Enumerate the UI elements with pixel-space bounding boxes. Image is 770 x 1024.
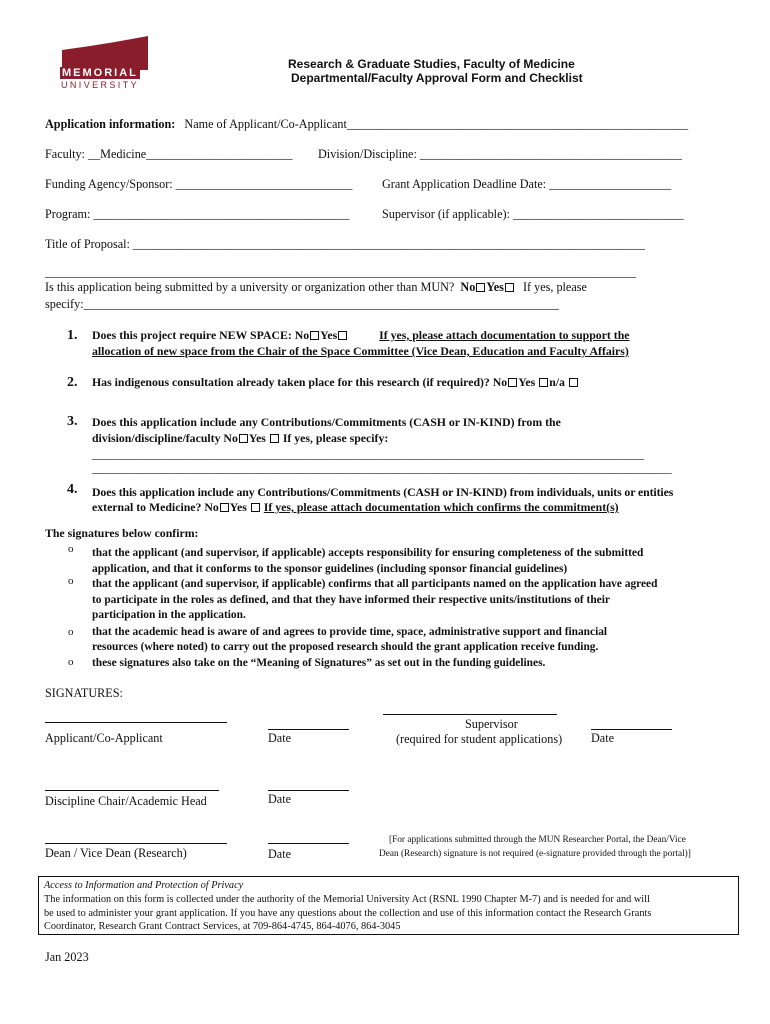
question-4-line2: external to Medicine? No Yes If yes, please attach documentation which confirms the commitment(s) (92, 500, 619, 514)
q2-yes-checkbox[interactable] (539, 378, 548, 387)
question-1-line2: allocation of new space from the Chair of the Space Committee (Vice Dean, Education and Faculty Affairs) (92, 344, 629, 358)
other-organization-question: Is this application being submitted by a university or organization other than MUN? No Yes If yes, please (45, 280, 587, 294)
confirm-item-1-line1: that the applicant (and supervisor, if applicable) accepts responsibility for ensuring completeness of the submitted (92, 547, 644, 559)
q2-na-checkbox[interactable] (569, 378, 578, 387)
confirm-item-3-line1: that the academic head is aware of and agrees to provide time, space, administrative support and financial (92, 626, 608, 638)
q1-no-checkbox[interactable] (310, 331, 319, 340)
applicant-signature-line[interactable] (45, 722, 227, 723)
portal-note-line1: [For applications submitted through the MUN Researcher Portal, the Dean/Vice (389, 835, 686, 845)
other-org-no-label: No (460, 280, 476, 294)
supervisor-date-label: Date (591, 731, 615, 745)
bullet-1: o (68, 543, 74, 555)
other-org-specify-field[interactable]: specify:______________________________________________________________________________ (45, 297, 559, 311)
proposal-continuation-line[interactable]: _________________________________________________________________________________________________ (45, 265, 637, 279)
privacy-notice-box (38, 876, 739, 935)
bullet-2: o (68, 575, 74, 587)
supervisor-signature-line[interactable] (383, 714, 557, 715)
privacy-line2: be used to administer your grant application. If you have any questions about the collection and use of this information contact the Research Grants (44, 908, 652, 919)
memorial-university-logo (58, 36, 158, 92)
q4-yes-checkbox[interactable] (251, 503, 260, 512)
portal-note-line2: Dean (Research) signature is not required (e-signature provided through the portal)] (379, 849, 691, 859)
question-1-number: 1. (67, 328, 78, 343)
privacy-line3: Coordinator, Research Grant Contract Services, at 709-864-4745, 864-4076, 864-3045 (44, 921, 401, 932)
logo-line1: MEMORIAL (62, 67, 138, 79)
question-4-number: 4. (67, 482, 78, 497)
program-field[interactable]: Program: __________________________________________ (45, 207, 350, 221)
confirm-item-1-line2: application, and that it conforms to the sponsor guidelines (including sponsor financial guidelines) (92, 563, 568, 575)
q1-yes-checkbox[interactable] (338, 331, 347, 340)
question-4-line1: Does this application include any Contributions/Commitments (CASH or IN-KIND) from individuals, units or entities (92, 485, 674, 499)
question-3-line1: Does this application include any Contributions/Commitments (CASH or IN-KIND) from the (92, 415, 561, 429)
confirm-item-3-line2: resources (where noted) to carry out the proposed research should the grant application receive funding. (92, 641, 599, 653)
application-info-row (45, 117, 688, 132)
dean-label: Dean / Vice Dean (Research) (45, 846, 187, 860)
bullet-4: o (68, 656, 74, 668)
title-of-proposal-field[interactable]: Title of Proposal: ____________________________________________________________________________________ (45, 237, 645, 251)
bullet-3: o (68, 626, 74, 638)
q4-no-checkbox[interactable] (220, 503, 229, 512)
form-title-line1: Research & Graduate Studies, Faculty of Medicine (288, 57, 575, 71)
question-2-text: Has indigenous consultation already taken place for this research (if required)? No Yes n/a (92, 374, 579, 390)
applicant-date-label: Date (268, 731, 292, 745)
chair-date-label: Date (268, 792, 292, 806)
q3-no-checkbox[interactable] (239, 434, 248, 443)
confirm-item-2-line3: participation in the application. (92, 609, 246, 621)
signatures-heading: SIGNATURES: (45, 686, 123, 700)
other-org-yes-checkbox[interactable] (505, 283, 514, 292)
application-info-label: Application information: (45, 117, 176, 131)
q3-yes-checkbox[interactable] (270, 434, 279, 443)
question-3-number: 3. (67, 414, 78, 429)
dean-signature-line[interactable] (45, 843, 227, 844)
other-org-no-checkbox[interactable] (476, 283, 485, 292)
q3-specify-line1[interactable]: ____________________________________________________________________________________________ (92, 447, 644, 461)
confirm-item-2-line2: to participate in the roles as defined, and that they have informed their respective units/institutions of their (92, 594, 610, 606)
applicant-date-line[interactable] (268, 729, 349, 730)
confirm-heading: The signatures below confirm: (45, 526, 199, 540)
supervisor-date-line[interactable] (591, 729, 672, 730)
applicant-label: Applicant/Co-Applicant (45, 731, 163, 745)
dean-date-line[interactable] (268, 843, 349, 844)
logo-line2: UNIVERSITY (61, 80, 140, 90)
supervisor-label: Supervisor (465, 717, 518, 731)
other-org-yes-label: Yes (486, 280, 504, 294)
funding-agency-field[interactable]: Funding Agency/Sponsor: _____________________________ (45, 177, 353, 191)
confirm-item-2-line1: that the applicant (and supervisor, if applicable) confirms that all participants named on the application have agreed (92, 578, 658, 590)
chair-label: Discipline Chair/Academic Head (45, 794, 207, 808)
form-title-line2: Departmental/Faculty Approval Form and Checklist (291, 71, 583, 85)
privacy-line1: The information on this form is collected under the authority of the Memorial University Act (RSNL 1990 Chapter M-7) and is needed for and will (44, 894, 650, 905)
question-3-line2: division/discipline/faculty No Yes If yes, please specify: (92, 431, 389, 445)
supervisor-note: (required for student applications) (396, 732, 563, 746)
division-field[interactable]: Division/Discipline: ___________________________________________ (318, 147, 682, 161)
supervisor-field[interactable]: Supervisor (if applicable): ____________________________ (382, 207, 684, 221)
chair-signature-line[interactable] (45, 790, 219, 791)
question-1-line1: Does this project require NEW SPACE: No Yes If yes, please attach documentation to support the (92, 328, 630, 342)
deadline-field[interactable]: Grant Application Deadline Date: ____________________ (382, 177, 672, 191)
q3-specify-line2[interactable]: ______________________________________________________________________________________________________ (92, 461, 672, 475)
q2-no-checkbox[interactable] (508, 378, 517, 387)
faculty-field[interactable]: Faculty: __Medicine________________________ (45, 147, 293, 161)
question-2-number: 2. (67, 375, 78, 390)
applicant-name-field[interactable]: Name of Applicant/Co-Applicant________________________________________________________ (184, 117, 689, 131)
confirm-item-4-line1: these signatures also take on the “Meaning of Signatures” as set out in the funding guidelines. (92, 657, 546, 669)
dean-date-label: Date (268, 847, 292, 861)
chair-date-line[interactable] (268, 790, 349, 791)
footer-date: Jan 2023 (45, 950, 89, 964)
privacy-title: Access to Information and Protection of Privacy (44, 880, 244, 891)
